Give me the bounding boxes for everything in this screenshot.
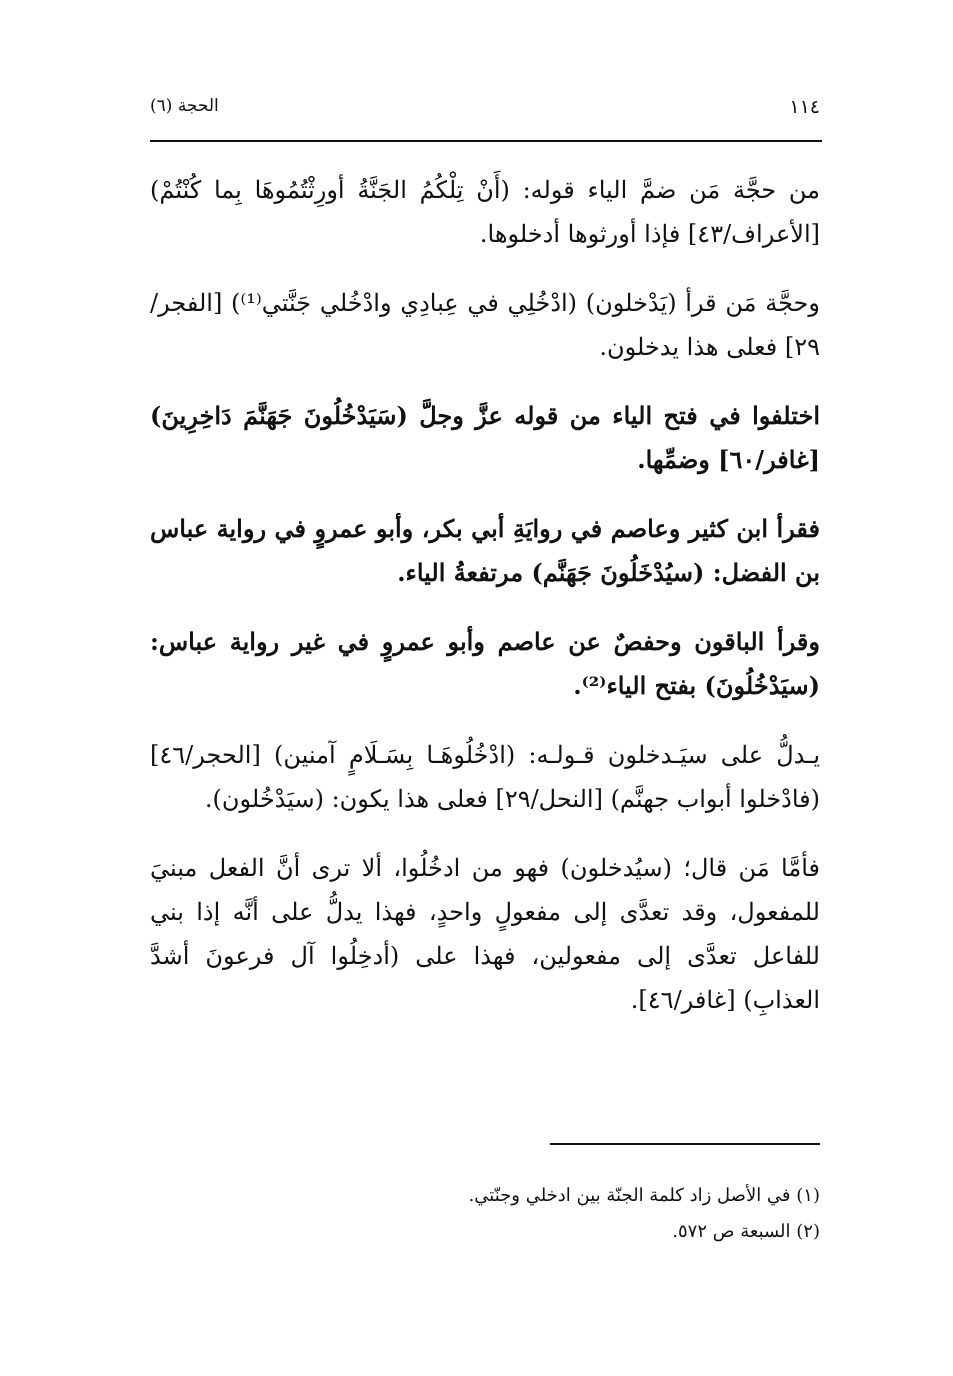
main-text	[150, 168, 820, 1047]
page-number: ١١٤	[789, 96, 820, 118]
paragraph-7: فأمَّا مَن قال؛ (سيُدخلون) فهو من ادخُلُوا، ألا ترى أنَّ الفعل مبنيَ للمفعول، وقد تعدَّى إلى مفعولٍ واحدٍ، فهذا يدلُّ على أنَّه إذا بني للفاعل تعدَّى إلى مفعولين، فهذا على (أدخِلُوا آل فرعونَ أشدَّ العذابِ) [غافر/٤٦].	[150, 854, 820, 1014]
paragraph-2: وحجَّة مَن قرأ (يَدْخلون) (ادْخُلِي في عِبادِي وادْخُلي جَنَّتي⁽¹⁾) [الفجر/٢٩] فعلى هذا يدخلون.	[150, 289, 820, 361]
running-title: الحجة (٦)	[150, 96, 219, 116]
paragraph-5: وقرأ الباقون وحفصٌ عن عاصم وأبو عمروٍ في غير رواية عباس: (سيَدْخُلُونَ) بفتح الياء⁽²⁾.	[150, 627, 820, 700]
paragraph-1: من حجَّة مَن ضمَّ الياء قوله: (أَنْ تِلْكُمُ الجَنَّةُ أورِثْتُمُوهَا بِما كُنْتُمْ) [الأعراف/٤٣] فإذا أورثوها أدخلوها.	[150, 176, 820, 248]
footnote-1: (١) في الأصل زاد كلمة الجنّة بين ادخلي وجنّتي.	[468, 1185, 820, 1206]
paragraph-3: اختلفوا في فتح الياء من قوله عزَّ وجلَّ (سَيَدْخُلُونَ جَهَنَّمَ دَاخِرِينَ) [غافر/٦٠] وضمِّها.	[150, 401, 820, 474]
header-divider	[150, 140, 822, 142]
footnote-2: (٢) السبعة ص ٥٧٢.	[672, 1221, 820, 1242]
footnotes	[150, 1178, 820, 1250]
footnote-divider	[550, 1143, 820, 1145]
paragraph-4: فقرأ ابن كثير وعاصم في روايَةِ أبي بكر، وأبو عمروٍ في رواية عباس بن الفضل: (سيُدْخَلُونَ جَهَنَّم) مرتفعةُ الياء.	[150, 514, 820, 587]
page-header	[150, 96, 820, 126]
paragraph-6: يـدلُّ على سيَـدخلون قـولـه: (ادْخُلُوهَـا بِسَـلَامٍ آمنين) [الحجر/٤٦] (فادْخلوا أبواب جهنَّم) [النحل/٢٩] فعلى هذا يكون: (سيَدْخُلون).	[150, 741, 820, 813]
